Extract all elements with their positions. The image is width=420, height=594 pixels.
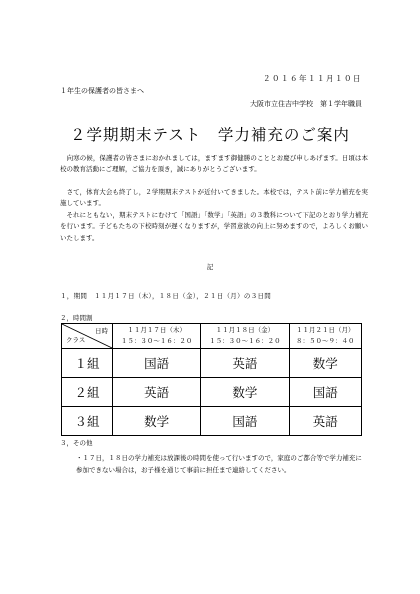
table-row xyxy=(62,378,362,407)
column-time: １５：３０～１６：２０ xyxy=(120,337,193,345)
sender-line: 大阪市立住吉中学校 第１学年職員 xyxy=(250,100,362,108)
column-header xyxy=(289,324,361,349)
notice-paragraph: さて，体育大会も終了し，２学期期末テストが近付いてきました。本校では，テスト前に学力補充を実施しています。 xyxy=(60,188,368,208)
period-item: １，期間 １１月１７日（木），１８日（金），２１日（月）の３日間 xyxy=(60,292,272,300)
column-date: １１月１７日（木） xyxy=(127,326,186,334)
table-row xyxy=(62,349,362,378)
class-cell: ２組 xyxy=(62,378,113,407)
other-heading: ３，その他 xyxy=(60,439,93,447)
corner-datetime-label: 日時 xyxy=(95,327,108,335)
column-date: １１月２１日（月） xyxy=(296,326,355,334)
subject-cell: 国語 xyxy=(113,349,201,378)
column-header xyxy=(113,324,201,349)
subject-cell: 数学 xyxy=(113,407,201,436)
subject-cell: 英語 xyxy=(289,407,361,436)
schedule-heading: ２，時間割 xyxy=(60,314,93,322)
subject-cell: 国語 xyxy=(289,378,361,407)
class-cell: ３組 xyxy=(62,407,113,436)
document-date: ２０１６年１１月１０日 xyxy=(263,74,362,83)
subject-cell: 数学 xyxy=(201,378,289,407)
subject-cell: 英語 xyxy=(201,349,289,378)
column-header xyxy=(201,324,289,349)
subject-cell: 数学 xyxy=(289,349,361,378)
table-corner-cell xyxy=(62,324,113,349)
column-date: １１月１８日（金） xyxy=(215,326,275,334)
intro-paragraph: 向寒の候，保護者の皆さまにおかれましては，ますます御健勝のこととお慶び申しあげます。日頃は本校の教育活動にご理解，ご協力を頂き，誠にありがとうございます。 xyxy=(60,154,368,174)
table-row xyxy=(62,407,362,436)
other-note: ・１７日，１８日の学力補充は放課後の時間を使って行いますので，家庭のご都合等で学力補充に参加できない場合は，お子様を通じて事前に担任まで連絡してください。 xyxy=(76,454,362,474)
column-time: ８：５０～９：４０ xyxy=(296,337,355,345)
class-cell: １組 xyxy=(62,349,113,378)
schedule-table xyxy=(61,323,362,436)
ki-heading: 記 xyxy=(206,263,214,271)
table-header-row xyxy=(62,324,362,349)
column-time: １５：３０～１６：２０ xyxy=(209,337,281,345)
corner-class-label: クラス xyxy=(66,336,86,344)
subject-cell: 国語 xyxy=(201,407,289,436)
details-paragraph: それにともない，期末テストにむけて「国語」「数学」「英語」の３教科について下記のとおり学力補充を行います。子どもたちの下校時刻が遅くなりますが，学習意欲の向上に努めますので，よろしくお願いいたします。 xyxy=(60,211,368,242)
subject-cell: 英語 xyxy=(113,378,201,407)
document-title: ２学期期末テスト 学力補充のご案内 xyxy=(70,126,350,144)
recipient-line: １年生の保護者の皆さまへ xyxy=(60,87,144,95)
